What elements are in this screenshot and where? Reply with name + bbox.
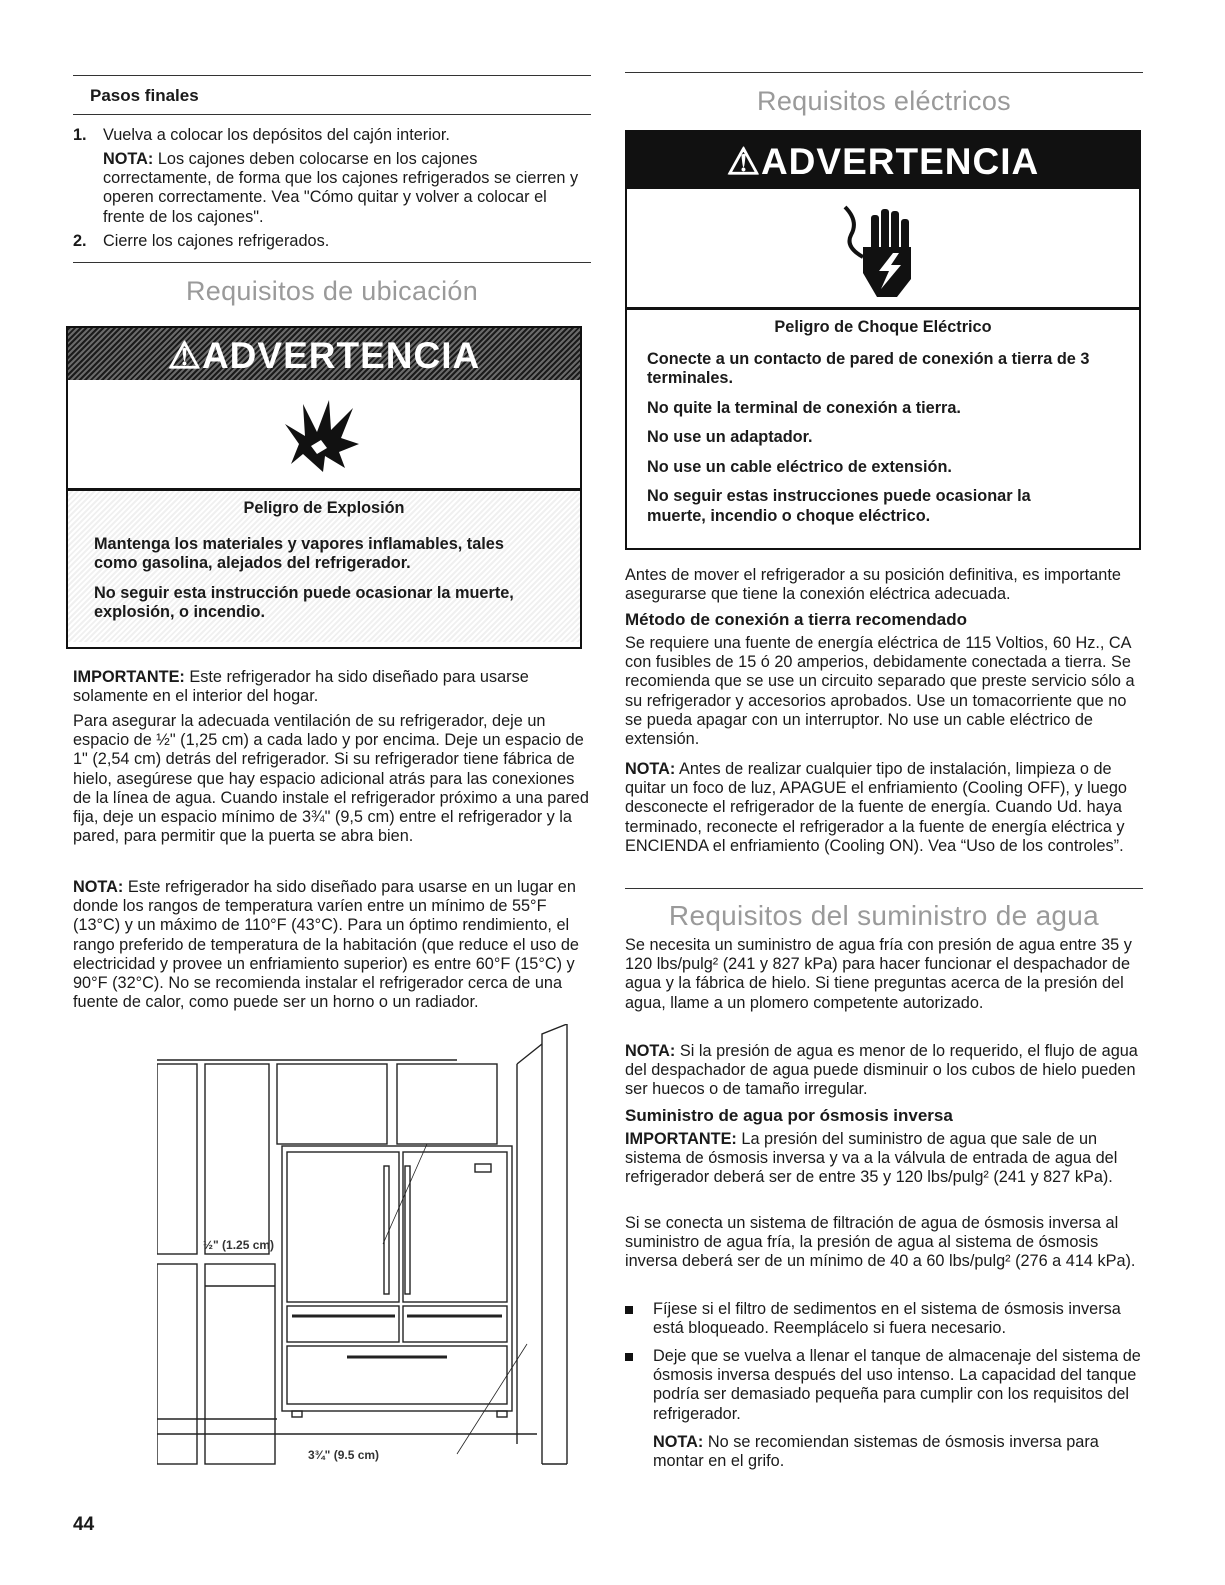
importante-label: IMPORTANTE:	[625, 1130, 737, 1148]
hazard-title: Peligro de Choque Eléctrico	[774, 318, 992, 336]
warning-triangle-icon: ⚠	[726, 141, 761, 182]
explosion-icon	[283, 394, 363, 474]
note-label: NOTA:	[625, 760, 676, 778]
temperatura-paragraph	[73, 878, 591, 1012]
divider	[73, 75, 591, 76]
bullet-item: Fíjese si el filtro de sedimentos en el sistema de ósmosis inversa está bloqueado. Reemplácelo si fuera necesario.	[653, 1300, 1121, 1338]
importante-text: Este refrigerador ha sido diseñado para usarse solamente en el interior del hogar.	[73, 668, 529, 706]
explosion-icon-row	[68, 380, 580, 491]
warning-line: Mantenga los materiales y vapores inflamables, tales como gasolina, alejados del refrigerador.	[94, 534, 504, 572]
metodo-paragraph: Se requiere una fuente de energía eléctrica de 115 Voltios, 60 Hz., CA con fusibles de 15 ó 20 amperios, debidamente conectada a tierra. Se recomienda que se use un circuito separado que preste servicio sólo a su refrigerador y accesorios aprobados. Use un tomacorriente que no se pueda apagar con un interruptor. No use un cable eléctrico de extensión.	[625, 634, 1135, 749]
nota-paragraph	[625, 760, 1143, 856]
shock-icon-row	[627, 189, 1139, 310]
explosion-warning-box	[66, 326, 582, 649]
note-label: NOTA:	[653, 1433, 704, 1451]
warning-line: No use un adaptador.	[647, 428, 813, 446]
note-text: Si la presión de agua es menor de lo requerido, el flujo de agua del despachador de agua puede disminuir o los cubos de hielo pueden ser huecos o de tamaño irregular.	[625, 1042, 1138, 1099]
importante-paragraph	[625, 1130, 1143, 1188]
bullet-icon	[625, 1306, 633, 1314]
ventilacion-paragraph: Para asegurar la adecuada ventilación de su refrigerador, deje un espacio de ½" (1,25 cm) a cada lado y por encima. Deje un espacio de 1" (2,54 cm) detrás del refrigerador. Si su refrigerador tiene fábrica de hielo, asegúrese que hay espacio adicional atrás para las conexiones de la línea de agua. Cuando instale el refrigerador próximo a una pared fija, deje un espacio mínimo de 3¾" (9,5 cm) entre el refrigerador y la pared, para permitir que la puerta se abra bien.	[73, 712, 589, 846]
note-label: NOTA:	[625, 1042, 676, 1060]
note-label: NOTA:	[103, 150, 154, 168]
note-text: Este refrigerador ha sido diseñado para usarse en un lugar en donde los rangos de temperatura varíen entre un mínimo de 55°F (13°C) y un máximo de 110°F (43°C). Para un óptimo rendimiento, el rango preferido de temperatura de la habitación (que reduce el uso de electricidad y provee un enfriamiento superior) es entre 60°F (15°C) y 90°F (32°C). No se recomienda instalar el refrigerador cerca de una fuente de calor, como puede ser un horno o un radiador.	[73, 878, 579, 1012]
pasos-finales-heading: Pasos finales	[90, 86, 199, 105]
bullet-icon	[625, 1353, 633, 1361]
electric-warning-box	[625, 130, 1141, 550]
importante-paragraph	[73, 668, 591, 706]
nota-paragraph	[653, 1433, 1141, 1471]
osmosis-heading: Suministro de agua por ósmosis inversa	[625, 1106, 953, 1125]
osmosis-paragraph: Si se conecta un sistema de filtración de agua de ósmosis inversa al suministro de agua fría, la presión de agua al sistema de ósmosis inversa deberá ser de un mínimo de 40 a 60 lbs/pulg² (276 a 414 kPa).	[625, 1214, 1136, 1271]
warning-header-text: ADVERTENCIA	[201, 335, 481, 376]
warning-line: Conecte a un contacto de pared de conexión a tierra de 3 terminales.	[647, 349, 1090, 387]
step-1-text: Vuelva a colocar los depósitos del cajón interior.	[103, 126, 450, 144]
warning-line: No quite la terminal de conexión a tierra.	[647, 398, 961, 417]
warning-header	[627, 132, 1139, 189]
warning-line: No use un cable eléctrico de extensión.	[647, 457, 952, 476]
nota-paragraph	[625, 1042, 1143, 1100]
warning-header	[68, 328, 580, 380]
warning-triangle-icon: ⚠	[167, 335, 202, 376]
three-quarter-inch-label: 3¾" (9.5 cm)	[308, 1448, 380, 1462]
note-label: NOTA:	[73, 878, 124, 896]
warning-header-text: ADVERTENCIA	[760, 141, 1040, 182]
hazard-title: Peligro de Explosión	[243, 499, 405, 517]
antes-paragraph: Antes de mover el refrigerador a su posición definitiva, es importante asegurarse que tiene la conexión eléctrica adecuada.	[625, 566, 1121, 604]
metodo-heading: Método de conexión a tierra recomendado	[625, 610, 967, 629]
electric-shock-hand-icon	[841, 201, 921, 301]
note-text: Los cajones deben colocarse en los cajones correctamente, de forma que los cajones refrigerados se cierren y operen correctamente. Vea "Cómo quitar y volver a colocar el frente de los cajones".	[103, 150, 579, 226]
importante-text: La presión del suministro de agua que sale de un sistema de ósmosis inversa y va a la válvula de entrada de agua del refrigerador deberá ser de entre 35 y 120 lbs/pulg² (241 y 827 kPa).	[625, 1130, 1118, 1187]
step-1-note	[103, 150, 588, 227]
page-number: 44	[73, 1514, 95, 1535]
ubicacion-heading: Requisitos de ubicación	[185, 276, 479, 306]
step-number: 2.	[73, 232, 87, 250]
divider	[73, 114, 591, 115]
note-text: Antes de realizar cualquier tipo de instalación, limpieza o de quitar un foco de luz, APAGUE el enfriamiento (Cooling OFF), y luego desconecte el refrigerador de la fuente de energía. Cuando Ud. haya terminado, reconecte el refrigerador a la fuente de energía eléctrica y ENCIENDA el enfriamiento (Cooling ON). Vea “Uso de los controles”.	[625, 760, 1127, 855]
step-number: 1.	[73, 126, 87, 144]
bullet-item: Deje que se vuelva a llenar el tanque de almacenaje del sistema de ósmosis inversa después del uso intenso. La capacidad del tanque podría ser demasiado pequeña para cumplir con los requisitos del refrigerador.	[653, 1347, 1141, 1423]
warning-body	[68, 491, 580, 642]
warning-body	[627, 310, 1139, 544]
step-2-text: Cierre los cajones refrigerados.	[103, 232, 330, 250]
divider	[625, 72, 1143, 73]
divider	[73, 262, 591, 263]
agua-heading: Requisitos del suministro de agua	[668, 900, 1100, 931]
divider	[625, 888, 1143, 889]
note-text: No se recomiendan sistemas de ósmosis inversa para montar en el grifo.	[653, 1433, 1099, 1471]
agua-paragraph: Se necesita un suministro de agua fría con presión de agua entre 35 y 120 lbs/pulg² (241 y 827 kPa) para hacer funcionar el despachador de agua y la fábrica de hielo. Si tiene preguntas acerca de la presión del agua, llame a un plomero competente autorizado.	[625, 936, 1132, 1012]
warning-line: No seguir esta instrucción puede ocasionar la muerte, explosión, o incendio.	[94, 583, 514, 621]
electricos-heading: Requisitos eléctricos	[757, 86, 1011, 116]
half-inch-label: ½" (1.25 cm)	[203, 1238, 275, 1252]
importante-label: IMPORTANTE:	[73, 668, 185, 686]
warning-line: No seguir estas instrucciones puede ocasionar la muerte, incendio o choque eléctrico.	[647, 487, 1031, 525]
